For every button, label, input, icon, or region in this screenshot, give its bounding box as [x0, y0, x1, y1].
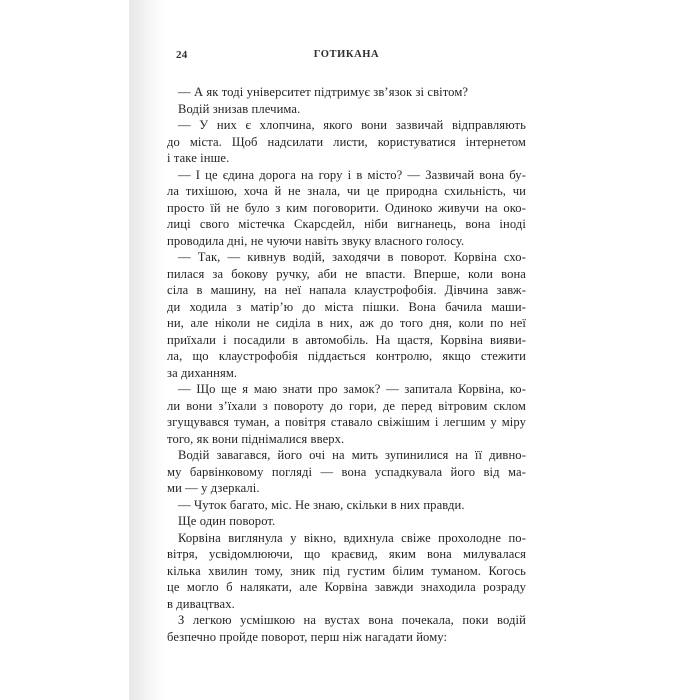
text-line: вітря, усвідомлюючи, що краєвид, яким вона милувалася: [167, 547, 526, 561]
text-line: це могло б налякати, але Корвіна завжди знаходила розраду: [167, 580, 526, 594]
text-line: ни, але ніколи не сиділа в них, аж до того дня, коли по неї: [167, 316, 526, 330]
text-line: ла, що клаустрофобія піддається контролю, якщо стежити: [167, 349, 526, 363]
running-title: ГОТИКАНА: [313, 49, 380, 60]
text-line: того, як вони піднімалися вверх.: [167, 431, 345, 446]
text-line: Водій завагався, його очі на мить зупинилися на її дивно-: [178, 448, 526, 462]
running-head: [167, 49, 526, 64]
text-line: ми — у дзеркалі.: [167, 481, 260, 495]
text-line: згущувався туман, а повітря ставало свіжішим і легшим у міру: [167, 415, 526, 429]
text-block: [167, 84, 526, 645]
text-line: в дивацтвах.: [167, 596, 235, 611]
text-line: сіла в машину, на неї напала клаустрофобія. Дівчина завж-: [167, 283, 526, 297]
text-line: проводила дні, не чуючи навіть звуку власного голосу.: [167, 233, 465, 248]
text-line: Ще один поворот.: [178, 514, 276, 528]
text-line: ла тихішою, хоча й не знала, чи це природна схильність, чи: [167, 184, 526, 198]
text-line: пилася за бокову ручку, аби не впасти. Вперше, коли вона: [167, 266, 526, 281]
text-line: — Що ще я маю знати про замок? — запитала Корвіна, ко-: [178, 382, 526, 396]
text-line: ли вони з’їхали з повороту до гори, де перед вітровим склом: [167, 398, 526, 413]
text-line: приїхали і посадили в автомобіль. На щастя, Корвіна вияви-: [167, 332, 526, 347]
text-line: — І це єдина дорога на гору і в місто? — Зазвичай вона бу-: [178, 167, 526, 182]
text-line: ди ходила з матір’ю до міста пішки. Вона бачила маши-: [167, 299, 526, 314]
text-line: — Так, — кивнув водій, заходячи в поворот. Корвіна схо-: [178, 250, 526, 264]
text-line: до міста. Щоб надсилати листи, користуватися інтернетом: [167, 134, 526, 149]
text-line: за диханням.: [167, 365, 238, 380]
text-line: і таке інше.: [167, 151, 230, 165]
text-line: — У них є хлопчина, якого вони зазвичай відправляють: [178, 118, 526, 132]
text-line: лиці свого містечка Скарсдейл, ніби вигнанець, вона іноді: [167, 217, 526, 231]
text-line: безпечно пройде поворот, перш ніж нагадати йому:: [167, 629, 448, 644]
page-number: 24: [176, 49, 188, 61]
page-gutter-shadow: [129, 0, 167, 700]
text-line: — Чуток багато, міс. Не знаю, скільки в них правди.: [178, 497, 465, 512]
text-line: З легкою усмішкою на вустах вона почекала, поки водій: [178, 613, 526, 627]
text-line: му барвінковому погляді — вона успадкувала його від ма-: [167, 464, 526, 479]
text-line: — А як тоді університет підтримує зв’язок зі світом?: [178, 85, 469, 99]
text-line: кілька хвилин тому, зник під густим білим туманом. Когось: [167, 563, 526, 578]
text-line: Корвіна виглянула у вікно, вдихнула свіже прохолодне по-: [178, 530, 526, 545]
text-line: Водій знизав плечима.: [178, 101, 301, 116]
text-line: просто їй не було з ким поговорити. Одиноко живучи на око-: [167, 200, 526, 215]
